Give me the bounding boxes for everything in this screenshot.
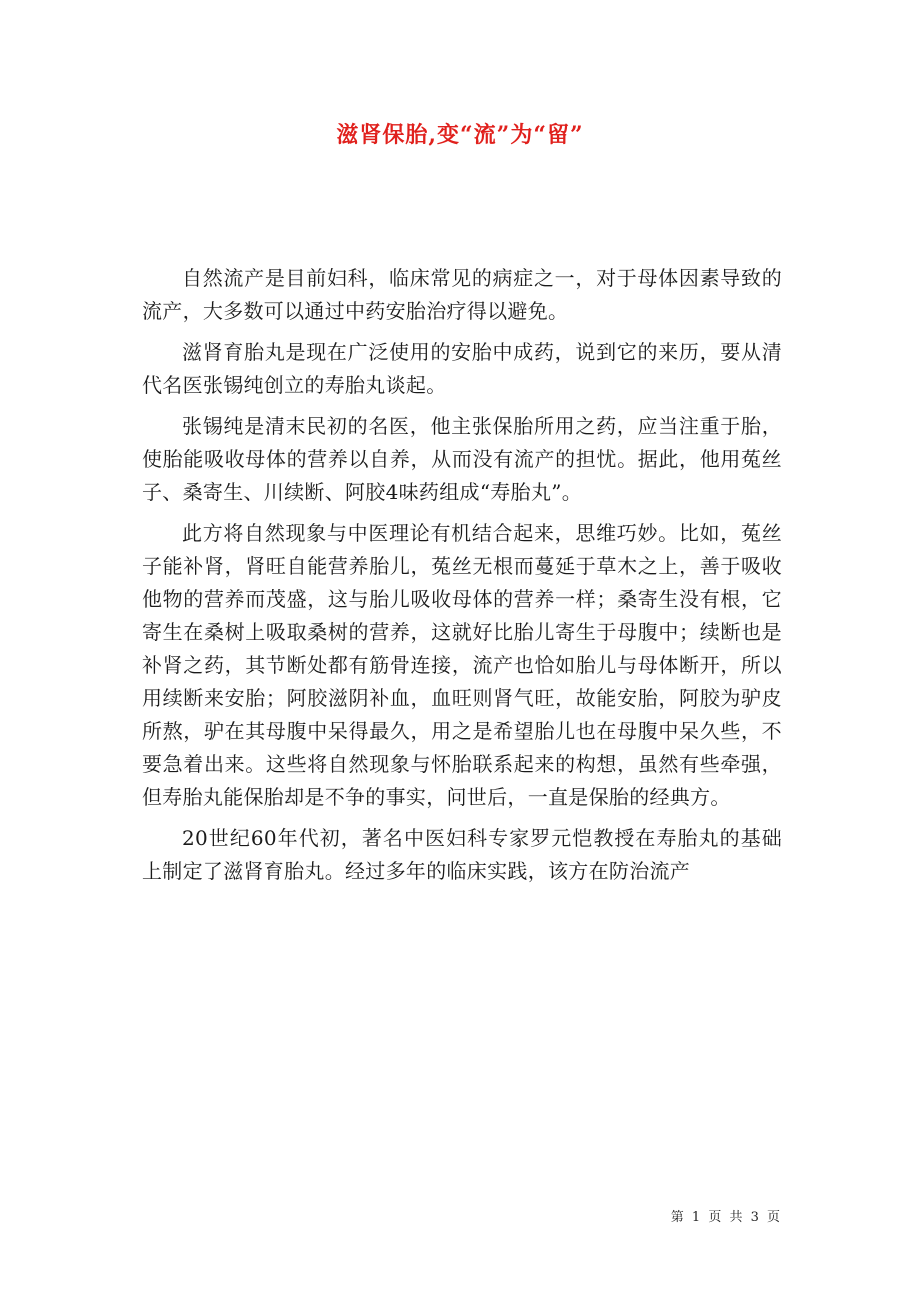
paragraph-4: 此方将自然现象与中医理论有机结合起来，思维巧妙。比如，菟丝子能补肾，肾旺自能营养胎儿，菟丝无根而蔓延于草木之上，善于吸收他物的营养而茂盛，这与胎儿吸收母体的营养一样；桑寄生没有根，它寄生在桑树上吸取桑树的营养，这就好比胎儿寄生于母腹中；续断也是补肾之药，其节断处都有筋骨连接，流产也恰如胎儿与母体断开，所以用续断来安胎；阿胶滋阴补血，血旺则肾气旺，故能安胎，阿胶为驴皮所熬，驴在其母腹中呆得最久，用之是希望胎儿也在母腹中呆久些，不要急着出来。这些将自然现象与怀胎联系起来的构想，虽然有些牵强，但寿胎丸能保胎却是不争的事实，问世后，一直是保胎的经典方。 [142, 521, 782, 809]
paragraph-3: 张锡纯是清末民初的名医，他主张保胎所用之药，应当注重于胎，使胎能吸收母体的营养以自养，从而没有流产的担忧。据此，他用菟丝子、桑寄生、川续断、阿胶4味药组成“寿胎丸”。 [142, 414, 782, 504]
page-title: 滋肾保胎,变“流”为“留” [336, 122, 584, 148]
page-number-footer: 第 1 页 共 3 页 [670, 1210, 782, 1225]
paragraph-1: 自然流产是目前妇科，临床常见的病症之一，对于母体因素导致的流产，大多数可以通过中药安胎治疗得以避免。 [142, 266, 782, 323]
document-body [142, 262, 782, 896]
paragraph-5: 20世纪60年代初，著名中医妇科专家罗元恺教授在寿胎丸的基础上制定了滋肾育胎丸。经过多年的临床实践，该方在防治流产 [142, 826, 782, 883]
paragraph-2: 滋肾育胎丸是现在广泛使用的安胎中成药，说到它的来历，要从清代名医张锡纯创立的寿胎丸谈起。 [142, 340, 782, 397]
